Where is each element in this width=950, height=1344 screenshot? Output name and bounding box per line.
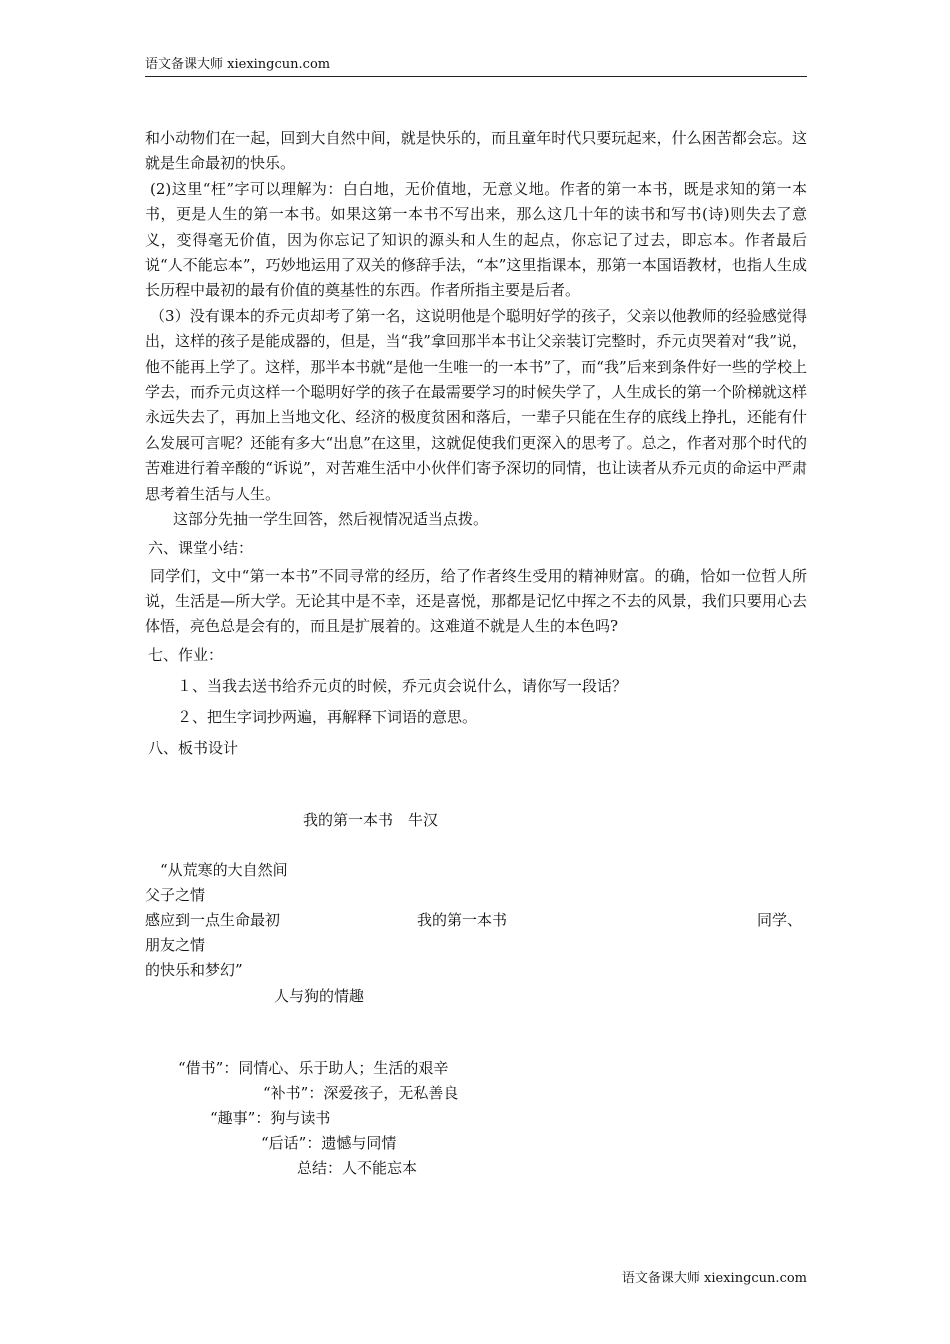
paragraph-1: 和小动物们在一起，回到大自然中间，就是快乐的，而且童年时代只要玩起来，什么困苦都会忘。这就是生命最初的快乐。 xyxy=(145,129,807,173)
document-body xyxy=(145,126,807,764)
board-item-3: “趣事”：狗与读书 xyxy=(210,1109,331,1127)
board-left-line-1: “从荒寒的大自然间 xyxy=(160,861,288,879)
page-header: 语文备课大师 xiexingcun.com xyxy=(145,56,807,77)
board-left-line-5: 的快乐和梦幻” xyxy=(145,961,243,979)
board-item-4: “后话”：遗憾与同情 xyxy=(261,1134,397,1152)
board-dog-text: 人与狗的情趣 xyxy=(274,987,365,1005)
board-summary: 总结：人不能忘本 xyxy=(297,1159,418,1177)
page-footer: 语文备课大师 xiexingcun.com xyxy=(621,1271,807,1286)
board-right-text: 同学、 xyxy=(757,911,803,929)
homework-item-1: １、当我去送书给乔元贞的时候，乔元贞会说什么，请你写一段话？ xyxy=(177,676,628,695)
section-8-heading: 八、板书设计 xyxy=(148,738,239,757)
paragraph-summary: 同学们，文中“第一本书”不同寻常的经历，给了作者终生受用的精神财富。的确，恰如一位哲人所说，生活是—所大学。无论其中是不幸，还是喜悦，那都是记忆中挥之不去的风景，我们只要用心去体悟，亮色总是会有的，而且是扩展着的。这难道不就是人生的本色吗? xyxy=(145,566,807,636)
board-title: 我的第一本书 牛汉 xyxy=(303,811,439,829)
board-item-1: “借书”：同情心、乐于助人；生活的艰辛 xyxy=(178,1059,449,1077)
paragraph-2: (2)这里“枉”字可以理解为：白白地，无价值地，无意义地。作者的第一本书，既是求知的第一本书，更是人生的第一本书。如果这第一本书不写出来，那么这几十年的读书和写书(诗)则失去了意义，变得毫无价值，因为你忘记了知识的源头和人生的起点，你忘记了过去，即忘本。作者最后说“人不能忘本”，巧妙地运用了双关的修辞手法，“本”这里指课本，那第一本国语教材，也指人生成长历程中最初的最有价值的奠基性的东西。作者所指主要是后者。 xyxy=(145,179,807,300)
board-item-2: “补书”：深爱孩子，无私善良 xyxy=(263,1084,459,1102)
section-6-heading: 六、课堂小结： xyxy=(148,538,254,557)
paragraph-3: （3）没有课本的乔元贞却考了第一名，这说明他是个聪明好学的孩子，父亲以他教师的经验感觉得出，这样的孩子是能成器的，但是，当“我”拿回那半本书让父亲装订完整时，乔元贞哭着对“我”说，他不能再上学了。这样，那半本书就“是他一生唯一的一本书”了，而“我”后来到条件好一些的学校上学去，而乔元贞这样一个聪明好学的孩子在最需要学习的时候失学了，人生成长的第一个阶梯就这样永远失去了，再加上当地文化、经济的极度贫困和落后，一辈子只能在生存的底线上挣扎，还能有什么发展可言呢？还能有多大“出息”在这里，这就促使我们更深入的思考了。总之，作者对那个时代的苦难进行着辛酸的“诉说”，对苦难生活中小伙伴们寄予深切的同情，也让读者从乔元贞的命运中严肃思考着生活与人生。 xyxy=(145,306,807,503)
homework-item-2: ２、把生字词抄两遍，再解释下词语的意思。 xyxy=(177,707,478,726)
board-left-line-3: 感应到一点生命最初 xyxy=(145,911,281,929)
section-7-heading: 七、作业： xyxy=(148,645,224,664)
board-left-line-4: 朋友之情 xyxy=(145,936,206,954)
board-center-title: 我的第一本书 xyxy=(417,911,508,929)
board-left-line-2: 父子之情 xyxy=(145,886,206,904)
paragraph-4: 这部分先抽一学生回答，然后视情况适当点拨。 xyxy=(173,510,489,529)
